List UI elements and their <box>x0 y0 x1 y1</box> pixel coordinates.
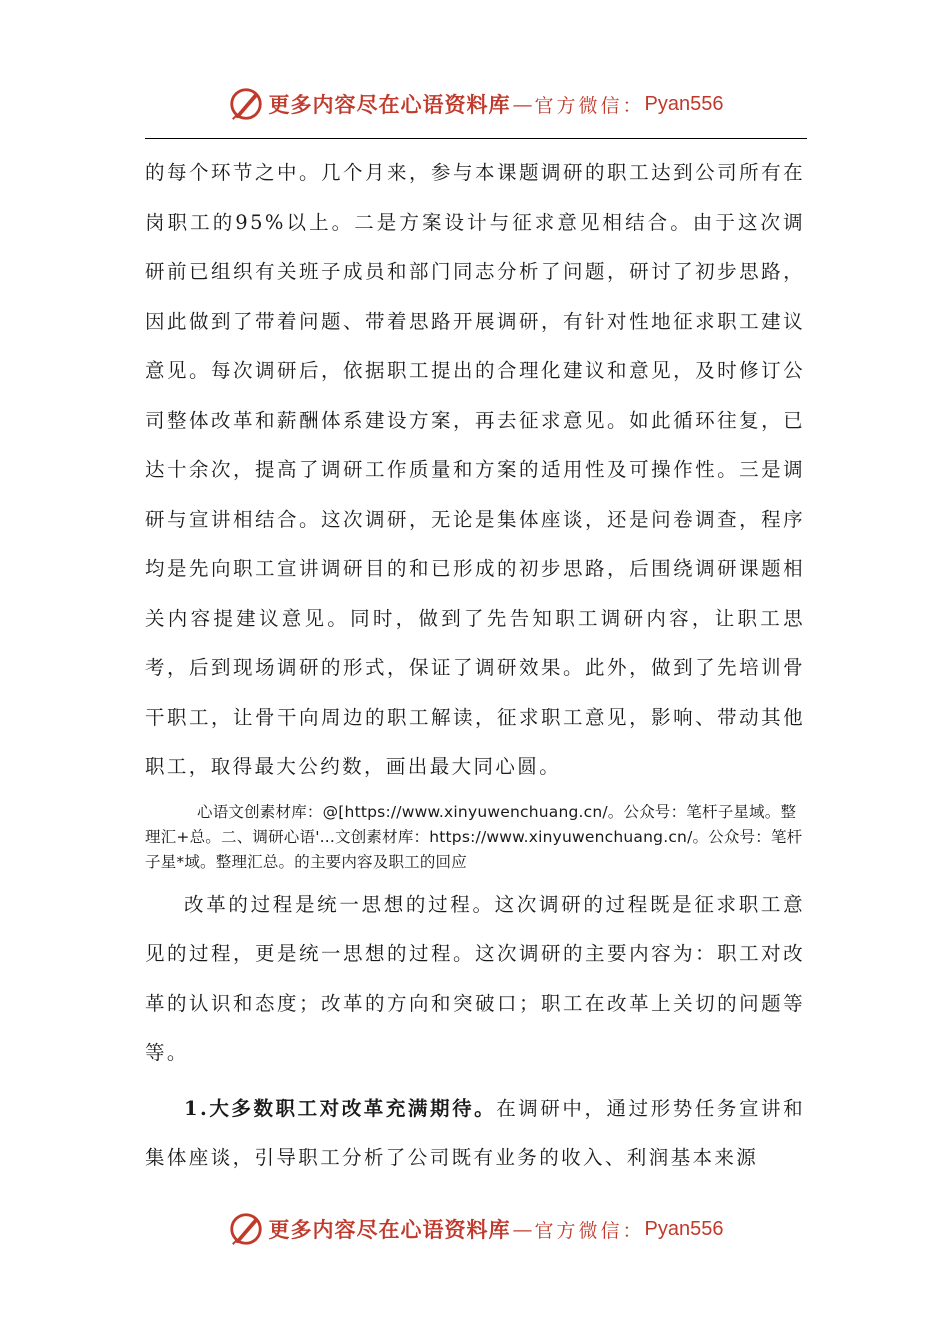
banner-dash: — <box>512 92 533 116</box>
header-banner <box>0 82 950 126</box>
footer-wechat-id: Pyan556 <box>644 1217 724 1240</box>
footer-banner-dash: — <box>512 1217 533 1241</box>
watermark-note: 心语文创素材库：@[https://www.xinyuwenchuang.cn/。公众号：笔杆子星域。整理汇+总。二、调研心语'...文创素材库：https://www.xinyuwenchuang.cn/。公众号：笔杆子星*域。整理汇总。的主要内容及职工的回应 <box>145 802 803 871</box>
banner-wechat-label: 官方微信： <box>534 94 645 117</box>
banner-wechat-id: Pyan556 <box>644 92 724 115</box>
footer-wechat-label: 官方微信： <box>534 1219 645 1242</box>
body-paragraph-1: 的每个环节之中。几个月来，参与本课题调研的职工达到公司所有在岗职工的95%以上。二是方案设计与征求意见相结合。由于这次调研前已组织有关班子成员和部门同志分析了问题，研讨了初步思路，因此做到了带着问题、带着思路开展调研，有针对性地征求职工建议意见。每次调研后，依据职工提出的合理化建议和意见，及时修订公司整体改革和薪酬体系建设方案，再去征求意见。如此循环往复，已达十余次，提高了调研工作质量和方案的适用性及可操作性。三是调研与宣讲相结合。这次调研，无论是集体座谈，还是问卷调查，程序均是先向职工宣讲调研目的和已形成的初步思路，后围绕调研课题相关内容提建议意见。同时，做到了先告知职工调研内容，让职工思考，后到现场调研的形式，保证了调研效果。此外，做到了先培训骨干职工，让骨干向周边的职工解读，征求职工意见，影响、带动其他职工，取得最大公约数，画出最大同心圆。 <box>145 161 805 778</box>
section-text: 在调研中，通过形势任务宣讲和集体座谈，引导职工分析了公司既有业务的收入、利润基本来源 <box>145 1096 806 1169</box>
header-rule <box>145 138 807 139</box>
quill-logo-icon <box>227 1210 265 1248</box>
body-paragraph-2: 改革的过程是统一思想的过程。这次调研的过程既是征求职工意见的过程，更是统一思想的过程。这次调研的主要内容为：职工对改革的认识和态度；改革的方向和突破口；职工在改革上关切的问题等等。 <box>145 892 805 1064</box>
banner-title: 更多内容尽在心语资料库 <box>268 92 511 117</box>
footer-banner <box>0 1207 950 1251</box>
document-body <box>145 148 805 1183</box>
section-heading: 1.大多数职工对改革充满期待。 <box>184 1096 497 1120</box>
body-paragraph-3 <box>145 1084 805 1183</box>
footer-banner-title: 更多内容尽在心语资料库 <box>268 1217 511 1242</box>
quill-logo-icon <box>227 85 265 123</box>
